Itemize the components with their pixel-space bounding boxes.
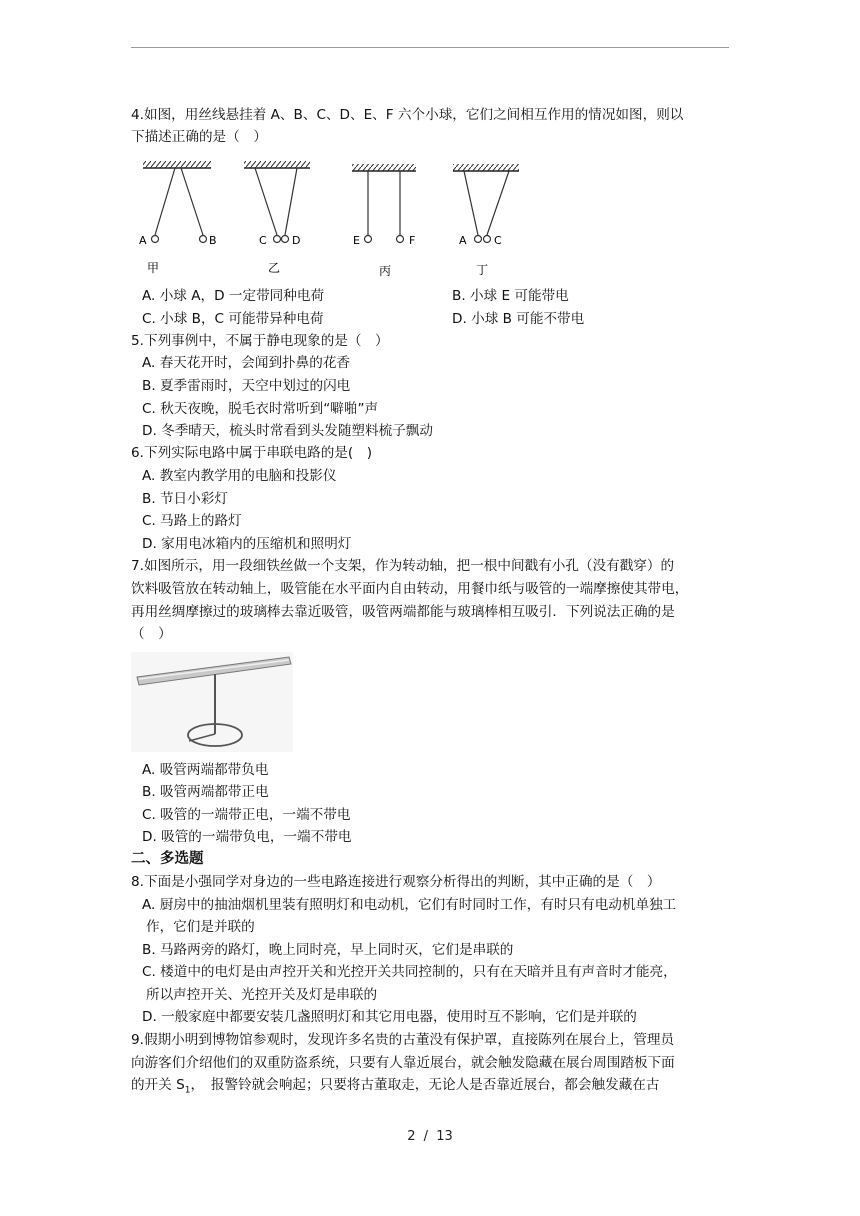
q6-option-c: C. 马路上的路灯 <box>142 513 242 529</box>
q8-option-a-line2: 作，它们是并联的 <box>146 919 255 935</box>
ball-label: C <box>494 234 502 247</box>
ball-label: E <box>353 234 360 247</box>
q5-stem: 5.下列事例中，不属于静电现象的是（ ） <box>131 333 389 349</box>
q7-option-a: A. 吸管两端都带负电 <box>142 762 269 778</box>
q5-option-a: A. 春天花开时，会闻到扑鼻的花香 <box>142 355 351 371</box>
page-number: 2 <box>407 1129 416 1144</box>
q4-option-d: D. 小球 B 可能不带电 <box>452 311 585 327</box>
q6-stem: 6.下列实际电路中属于串联电路的是( ) <box>131 445 373 461</box>
q7-option-b: B. 吸管两端都带正电 <box>142 784 269 800</box>
ball-label: B <box>209 234 217 247</box>
q8-stem: 8.下面是小强同学对身边的一些电路连接进行观察分析得出的判断，其中正确的是（ ） <box>131 874 661 890</box>
header-rule <box>131 47 729 48</box>
q4-stem-line2: 下描述正确的是（ ） <box>131 129 267 145</box>
group-label: 甲 <box>147 261 160 275</box>
q7-stem-line4: （ ） <box>131 626 172 642</box>
group-label: 乙 <box>268 261 281 275</box>
q4-stem-line1: 4.如图，用丝线悬挂着 A、B、C、D、E、F 六个小球，它们之间相互作用的情况如图，则以 <box>131 107 684 123</box>
q8-option-c-line2: 所以声控开关、光控开关及灯是串联的 <box>146 987 378 1003</box>
q9-switch-text: 的开关 S <box>131 1077 185 1093</box>
q7-stem-line1: 7.如图所示，用一段细铁丝做一个支架，作为转动轴，把一根中间戳有小孔（没有戳穿）的 <box>131 558 675 574</box>
page-total: 13 <box>436 1129 453 1144</box>
ball-label: F <box>409 234 416 247</box>
q9-stem-line2: 向游客们介绍他们的双重防盗系统，只要有人靠近展台，就会触发隐藏在展台周围踏板下面 <box>131 1055 675 1071</box>
ball-label: A <box>459 234 467 247</box>
figure-group-yi <box>244 161 310 275</box>
q8-option-c-line1: C. 楼道中的电灯是由声控开关和光控开关共同控制的，只有在天暗并且有声音时才能亮， <box>142 964 677 980</box>
q4-option-b: B. 小球 E 可能带电 <box>452 288 569 304</box>
q6-option-a: A. 教室内教学用的电脑和投影仪 <box>142 468 337 484</box>
ball-label: D <box>292 234 301 247</box>
q7-stem-line3: 再用丝绸摩擦过的玻璃棒去靠近吸管，吸管两端都能与玻璃棒相互吸引．下列说法正确的是 <box>131 604 675 620</box>
q7-option-d: D. 吸管的一端带负电，一端不带电 <box>142 829 352 845</box>
section-heading: 二、多选题 <box>131 851 204 867</box>
ball-label: A <box>139 234 147 247</box>
q8-option-b: B. 马路两旁的路灯，晚上同时亮，早上同时灭，它们是串联的 <box>142 942 514 958</box>
q4-figure <box>131 155 541 280</box>
q4-option-c: C. 小球 B，C 可能带异种电荷 <box>142 311 324 327</box>
q9-stem-line3 <box>131 1075 731 1101</box>
group-label: 丁 <box>476 263 489 277</box>
ball-label: C <box>259 234 267 247</box>
q9-stem-continuation: ， 报警铃就会响起；只要将古董取走，无论人是否靠近展台，都会触发藏在古 <box>190 1077 660 1093</box>
group-label: 丙 <box>379 264 392 278</box>
q7-straw-stand-figure <box>131 652 293 752</box>
figure-group-bing <box>352 164 416 278</box>
q5-option-d: D. 冬季晴天，梳头时常看到头发随塑料梳子飘动 <box>142 423 433 439</box>
figure-group-ding <box>453 164 519 277</box>
q5-option-b: B. 夏季雷雨时，天空中划过的闪电 <box>142 378 351 394</box>
q5-option-c: C. 秋天夜晚，脱毛衣时常听到“噼啪”声 <box>142 401 379 417</box>
q8-option-a-line1: A. 厨房中的抽油烟机里装有照明灯和电动机，它们有时同时工作，有时只有电动机单独工 <box>142 897 677 913</box>
q9-switch-subscript: 1 <box>184 1085 191 1096</box>
q7-option-c: C. 吸管的一端带正电，一端不带电 <box>142 807 351 823</box>
q8-option-d: D. 一般家庭中都要安装几盏照明灯和其它用电器，使用时互不影响，它们是并联的 <box>142 1009 637 1025</box>
q7-stem-line2: 饮料吸管放在转动轴上，吸管能在水平面内自由转动，用餐巾纸与吸管的一端摩擦使其带电， <box>131 581 689 597</box>
page-separator: / <box>423 1129 429 1144</box>
q6-option-d: D. 家用电冰箱内的压缩机和照明灯 <box>142 536 352 552</box>
page-footer <box>0 1129 860 1144</box>
figure-group-jia <box>139 161 217 275</box>
q9-stem-line1: 9.假期小明到博物馆参观时，发现许多名贵的古董没有保护罩，直接陈列在展台上，管理员 <box>131 1032 675 1048</box>
q4-option-a: A. 小球 A，D 一定带同种电荷 <box>142 288 325 304</box>
q6-option-b: B. 节日小彩灯 <box>142 491 228 507</box>
